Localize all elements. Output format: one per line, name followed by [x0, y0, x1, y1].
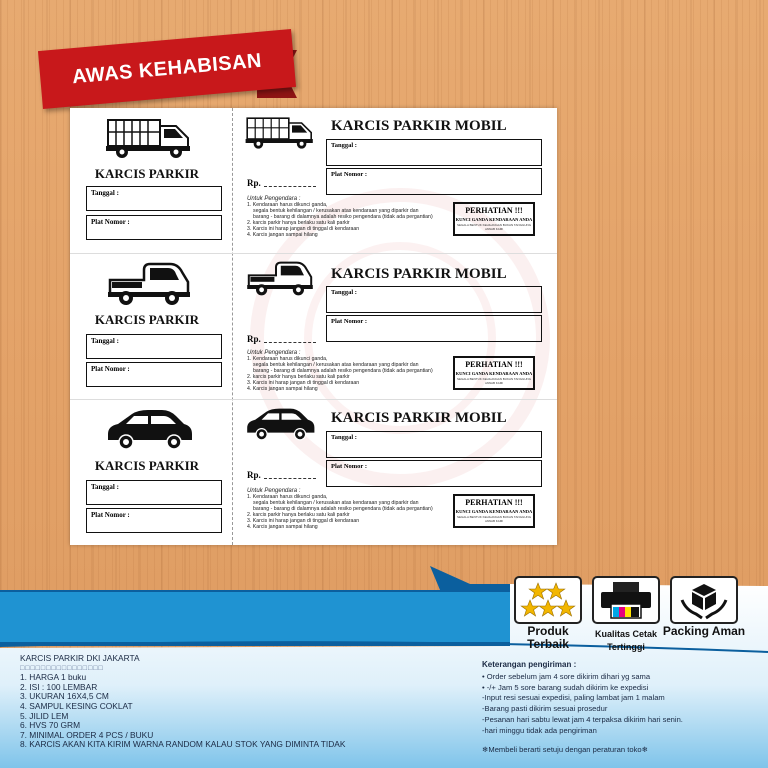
stub-title: KARCIS PARKIR: [94, 458, 200, 473]
shipping-line: -Input resi sesuai expedisi, paling lambat jam 1 malam: [482, 693, 665, 703]
plate-label: Plat Nomor :: [91, 365, 130, 373]
ticket-stub: [70, 108, 230, 253]
rules-heading: Untuk Pengendara :: [247, 350, 301, 356]
badge-print: [592, 576, 660, 624]
ticket-stub: [70, 400, 230, 545]
rule-line: 3. Karcis ini harap jangan di tinggal di kendaraan: [247, 226, 360, 232]
product-item: 6. HVS 70 GRM: [20, 720, 81, 731]
rule-line: segala bentuk kehilangan / kerusakan atas kendaraan yang diparkir dan: [253, 362, 419, 368]
rule-line: 4. Karcis jangan sampai hilang: [247, 386, 318, 392]
printer-icon: [597, 580, 655, 620]
feature-badges: [512, 576, 752, 660]
pickup-icon: [244, 256, 316, 298]
price-line: [264, 478, 316, 479]
plate-label: Plat Nomor :: [331, 171, 367, 178]
rules-heading: Untuk Pengendara :: [247, 488, 301, 494]
rule-line: 4. Karcis jangan sampai hilang: [247, 232, 318, 238]
shipping-heading: Keterangan pengiriman :: [482, 660, 577, 669]
badge-label: Produk Terbaik: [527, 624, 569, 651]
plate-field[interactable]: [326, 168, 542, 195]
plate-label: Plat Nomor :: [91, 218, 130, 226]
shipping-line: -Pesanan hari sabtu lewat jam 4 terpaksa dikirim hari senin.: [482, 714, 683, 724]
plate-field[interactable]: [86, 508, 222, 533]
plate-label: Plat Nomor :: [331, 318, 367, 325]
date-field[interactable]: [326, 286, 542, 313]
warning-small: SEGALA BENTUK KEHILANGAN BUKAN TANGGUNG JAWAB KAMI: [456, 515, 532, 523]
warning-text: KUNCI GANDA KENDARAAN ANDA: [455, 509, 533, 514]
date-label: Tanggal :: [91, 483, 119, 491]
rules-block: [247, 488, 462, 530]
plate-label: Plat Nomor :: [91, 511, 130, 519]
rule-line: 3. Karcis ini harap jangan di tinggal di kendaraan: [247, 380, 360, 386]
ticket-title: KARCIS PARKIR MOBIL: [331, 266, 507, 282]
product-item: 3. UKURAN 16X4,5 CM: [20, 691, 109, 702]
rule-line: 1. Kendaraan harus dikunci ganda,: [247, 356, 328, 362]
pickup-icon: [104, 258, 194, 306]
price-label: Rp.: [247, 470, 261, 480]
product-item: 5. JILID LEM: [20, 710, 69, 721]
date-field[interactable]: [326, 139, 542, 166]
product-title: KARCIS PARKIR DKI JAKARTA: [20, 653, 140, 663]
product-item: 4. SAMPUL KESING COKLAT: [20, 700, 133, 711]
truck-icon: [104, 112, 194, 160]
stub-title: KARCIS PARKIR: [94, 312, 200, 327]
packing-icon: [680, 580, 728, 620]
date-field[interactable]: [86, 186, 222, 211]
parking-ticket: [238, 400, 556, 545]
badge-label: Packing Aman: [662, 624, 746, 638]
plate-field[interactable]: [86, 362, 222, 387]
plate-label: Plat Nomor :: [331, 463, 367, 470]
rule-line: 2. karcis parkir hanya berlaku satu kali parkir: [247, 512, 350, 518]
shipping-line: -hari minggu tidak ada pengiriman: [482, 725, 597, 735]
product-item: 2. ISI : 100 LEMBAR: [20, 681, 98, 692]
ticket-sheet: [70, 108, 557, 545]
price-line: [264, 186, 316, 187]
price-line: [264, 342, 316, 343]
date-label: Tanggal :: [331, 434, 357, 441]
shipping-line: -Barang pasti dikirim sesuai prosedur: [482, 704, 608, 714]
ticket-stub: [70, 254, 230, 399]
rule-line: barang - barang di dalamnya adalah resiko pengendara (tidak ada pergantian): [253, 506, 433, 512]
date-label: Tanggal :: [91, 337, 119, 345]
shipping-note: ❄Membeli berarti setuju dengan peraturan toko❄: [482, 744, 648, 754]
shipping-line: • Order sebelum jam 4 sore dikirim dihari yg sama: [482, 671, 651, 681]
rules-block: [247, 196, 462, 238]
badge-packing: [670, 576, 738, 624]
rule-line: 2. karcis parkir hanya berlaku satu kali parkir: [247, 374, 350, 380]
shipping-line: • -/+ Jam 5 sore barang sudah dikirim ke expedisi: [482, 682, 649, 692]
stub-title: KARCIS PARKIR: [94, 166, 200, 181]
plate-field[interactable]: [326, 460, 542, 487]
date-label: Tanggal :: [331, 142, 357, 149]
product-subtitle: □□□□□□□□□□□□□□□□: [20, 664, 104, 672]
parking-ticket: [238, 254, 556, 399]
rule-line: 2. karcis parkir hanya berlaku satu kali parkir: [247, 220, 350, 226]
warning-small: SEGALA BENTUK KEHILANGAN BUKAN TANGGUNG JAWAB KAMI: [456, 377, 532, 385]
rule-line: segala bentuk kehilangan / kerusakan atas kendaraan yang diparkir dan: [253, 208, 419, 214]
rules-block: [247, 350, 462, 392]
rule-line: barang - barang di dalamnya adalah resiko pengendara (tidak ada pergantian): [253, 368, 433, 374]
warning-box: [453, 202, 535, 236]
ticket-title: KARCIS PARKIR MOBIL: [331, 410, 507, 426]
rule-line: 3. Karcis ini harap jangan di tinggal di kendaraan: [247, 518, 360, 524]
stars-icon: [520, 581, 576, 619]
date-label: Tanggal :: [331, 289, 357, 296]
date-field[interactable]: [86, 334, 222, 359]
warning-title: PERHATIAN !!!: [465, 360, 523, 369]
product-item: 1. HARGA 1 buku: [20, 672, 87, 683]
plate-field[interactable]: [326, 315, 542, 342]
rule-line: 1. Kendaraan harus dikunci ganda,: [247, 202, 328, 208]
shipping-info: [482, 660, 752, 755]
rule-line: segala bentuk kehilangan / kerusakan atas kendaraan yang diparkir dan: [253, 500, 419, 506]
product-item: 8. KARCIS AKAN KITA KIRIM WARNA RANDOM KALAU STOK YANG DIMINTA TIDAK: [20, 739, 346, 750]
rule-line: 1. Kendaraan harus dikunci ganda,: [247, 494, 328, 500]
plate-field[interactable]: [86, 215, 222, 240]
promo-banner: AWAS KEHABISAN: [38, 29, 296, 109]
car-icon: [104, 404, 194, 452]
parking-ticket: [238, 108, 556, 253]
car-icon: [244, 402, 316, 444]
product-item: 7. MINIMAL ORDER 4 PCS / BUKU: [20, 729, 154, 740]
rule-line: 4. Karcis jangan sampai hilang: [247, 524, 318, 530]
price-label: Rp.: [247, 178, 261, 188]
ticket-title: KARCIS PARKIR MOBIL: [331, 118, 507, 134]
product-info: [20, 654, 460, 750]
truck-icon: [244, 110, 316, 152]
rules-heading: Untuk Pengendara :: [247, 196, 301, 202]
rule-line: barang - barang di dalamnya adalah resiko pengendara (tidak ada pergantian): [253, 214, 433, 220]
perforation-line: [232, 108, 233, 545]
warning-title: PERHATIAN !!!: [465, 206, 523, 215]
warning-text: KUNCI GANDA KENDARAAN ANDA: [455, 217, 533, 222]
warning-box: [453, 356, 535, 390]
warning-box: [453, 494, 535, 528]
price-label: Rp.: [247, 334, 261, 344]
date-label: Tanggal :: [91, 189, 119, 197]
date-field[interactable]: [326, 431, 542, 458]
warning-title: PERHATIAN !!!: [465, 498, 523, 507]
badge-product: [514, 576, 582, 624]
warning-small: SEGALA BENTUK KEHILANGAN BUKAN TANGGUNG JAWAB KAMI: [456, 223, 532, 231]
badge-label: Kualitas Cetak Tertinggi: [594, 629, 658, 652]
warning-text: KUNCI GANDA KENDARAAN ANDA: [455, 371, 533, 376]
date-field[interactable]: [86, 480, 222, 505]
